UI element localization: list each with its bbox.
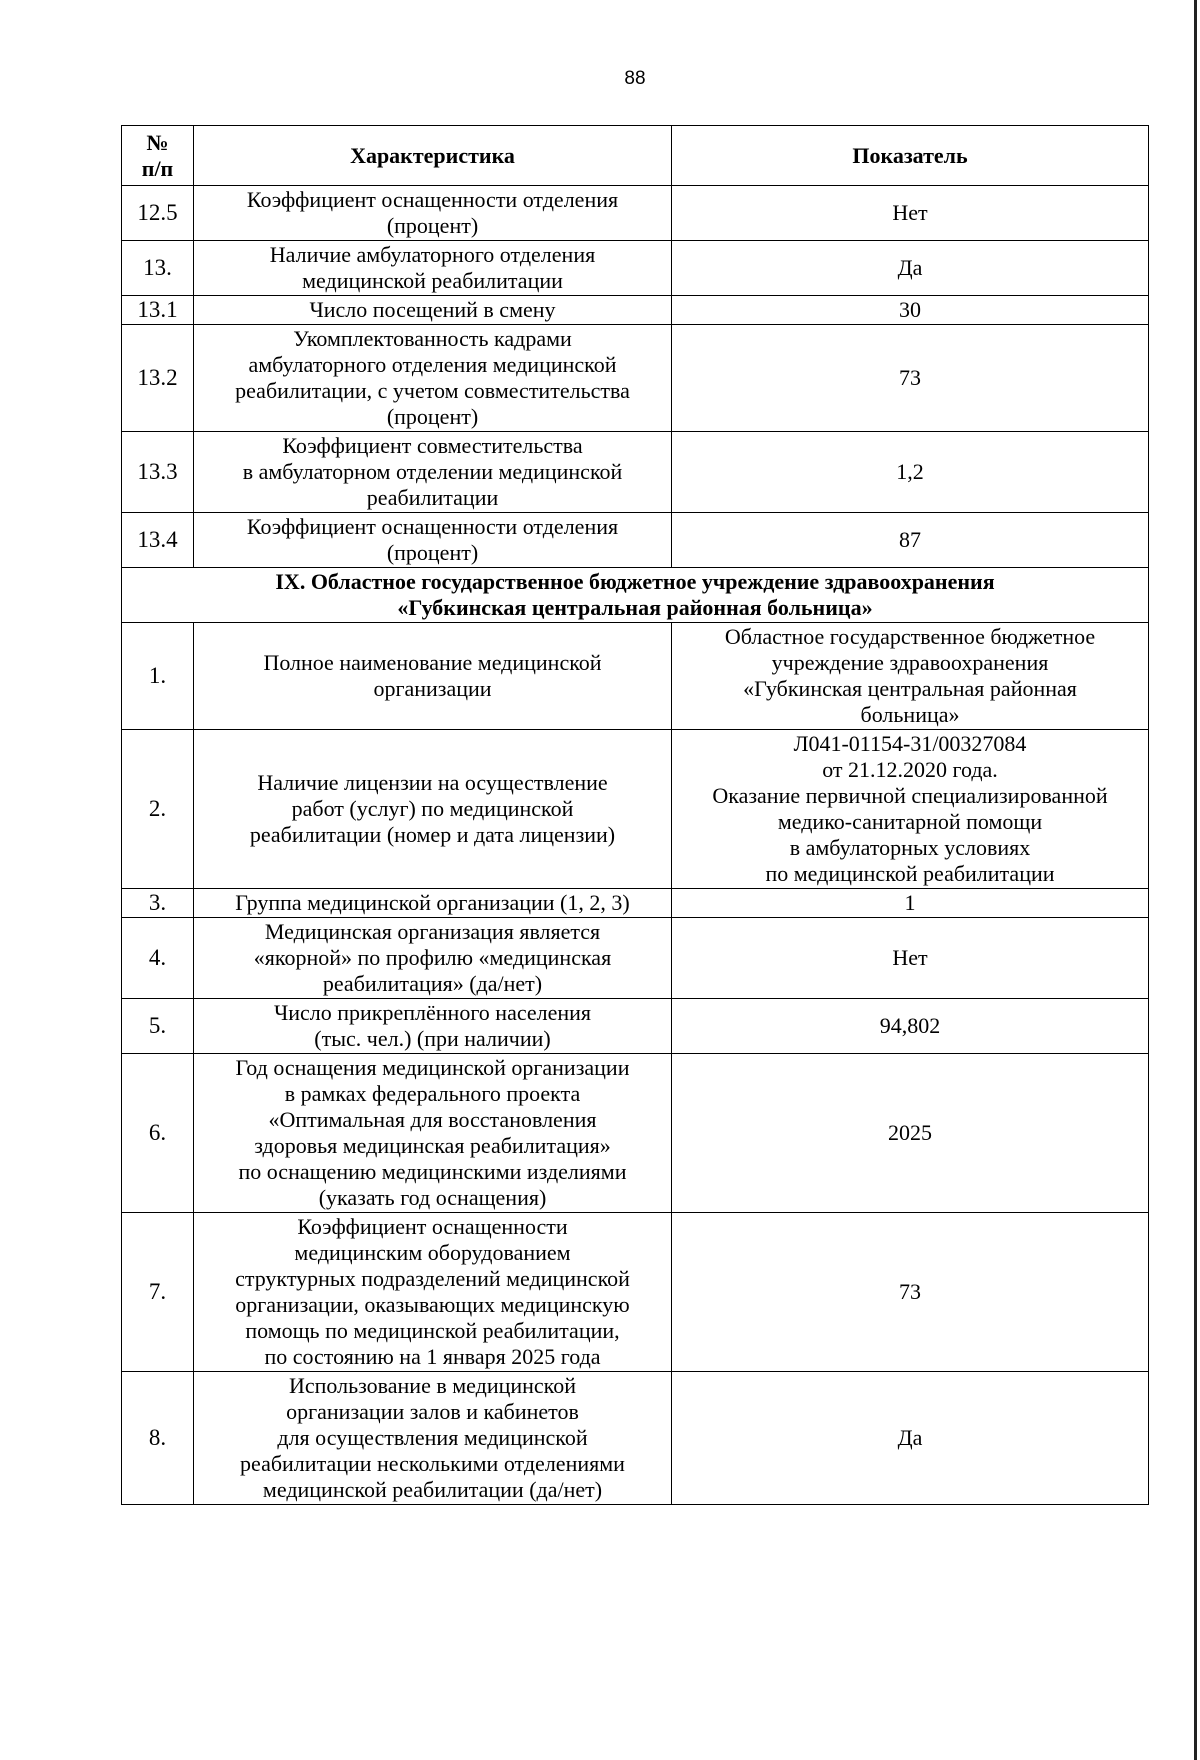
- value-cell: 1: [672, 889, 1149, 918]
- characteristic-cell: Группа медицинской организации (1, 2, 3): [194, 889, 672, 918]
- value-cell: 73: [672, 325, 1149, 432]
- row-number-cell: 3.: [122, 889, 194, 918]
- header-characteristic: Характеристика: [194, 126, 672, 186]
- table-row: [122, 513, 1149, 568]
- value-cell: Да: [672, 1372, 1149, 1505]
- page-number: 88: [624, 68, 646, 89]
- table-row: [122, 296, 1149, 325]
- table-row: [122, 730, 1149, 889]
- table-body-top: [122, 186, 1149, 568]
- value-cell: Нет: [672, 186, 1149, 241]
- header-value: Показатель: [672, 126, 1149, 186]
- data-table: [121, 125, 1149, 1505]
- row-number-cell: 5.: [122, 999, 194, 1054]
- row-number-cell: 12.5: [122, 186, 194, 241]
- section-row: [122, 568, 1149, 623]
- row-number-cell: 13.: [122, 241, 194, 296]
- value-cell: 87: [672, 513, 1149, 568]
- table-row: [122, 889, 1149, 918]
- characteristic-cell: Число посещений в смену: [194, 296, 672, 325]
- table-row: [122, 1372, 1149, 1505]
- characteristic-cell: Наличие лицензии на осуществление работ (услуг) по медицинской реабилитации (номер и дата лицензии): [194, 730, 672, 889]
- value-cell: 94,802: [672, 999, 1149, 1054]
- value-cell: 2025: [672, 1054, 1149, 1213]
- characteristic-cell: Использование в медицинской организации залов и кабинетов для осуществления медицинской реабилитации несколькими отделениями медицинской реабилитации (да/нет): [194, 1372, 672, 1505]
- table-body-bottom: [122, 623, 1149, 1505]
- row-number-cell: 8.: [122, 1372, 194, 1505]
- table-row: [122, 432, 1149, 513]
- table-row: [122, 241, 1149, 296]
- characteristic-cell: Укомплектованность кадрами амбулаторного отделения медицинской реабилитации, с учетом совместительства (процент): [194, 325, 672, 432]
- table-row: [122, 918, 1149, 999]
- row-number-cell: 13.3: [122, 432, 194, 513]
- characteristic-cell: Коэффициент оснащенности отделения (процент): [194, 186, 672, 241]
- characteristic-cell: Медицинская организация является «якорной» по профилю «медицинская реабилитация» (да/нет): [194, 918, 672, 999]
- row-number-cell: 2.: [122, 730, 194, 889]
- characteristic-cell: Число прикреплённого населения (тыс. чел.) (при наличии): [194, 999, 672, 1054]
- table-row: [122, 1213, 1149, 1372]
- row-number-cell: 4.: [122, 918, 194, 999]
- row-number-cell: 6.: [122, 1054, 194, 1213]
- row-number-cell: 7.: [122, 1213, 194, 1372]
- table-row: [122, 325, 1149, 432]
- row-number-cell: 13.2: [122, 325, 194, 432]
- row-number-cell: 1.: [122, 623, 194, 730]
- characteristic-cell: Наличие амбулаторного отделения медицинской реабилитации: [194, 241, 672, 296]
- header-num: № п/п: [122, 126, 194, 186]
- characteristic-cell: Коэффициент совместительства в амбулаторном отделении медицинской реабилитации: [194, 432, 672, 513]
- value-cell: Нет: [672, 918, 1149, 999]
- characteristic-cell: Коэффициент оснащенности медицинским оборудованием структурных подразделений медицинской организации, оказывающих медицинскую помощь по медицинской реабилитации, по состоянию на 1 января 2025 года: [194, 1213, 672, 1372]
- value-cell: 73: [672, 1213, 1149, 1372]
- scan-edge-line: [1194, 0, 1197, 1760]
- characteristic-cell: Год оснащения медицинской организации в рамках федерального проекта «Оптимальная для восстановления здоровья медицинская реабилитация» по оснащению медицинскими изделиями (указать год оснащения): [194, 1054, 672, 1213]
- value-cell: Да: [672, 241, 1149, 296]
- value-cell: 30: [672, 296, 1149, 325]
- characteristic-cell: Коэффициент оснащенности отделения (процент): [194, 513, 672, 568]
- table-row: [122, 1054, 1149, 1213]
- characteristic-cell: Полное наименование медицинской организации: [194, 623, 672, 730]
- value-cell: Л041-01154-31/00327084 от 21.12.2020 года. Оказание первичной специализированной медико-санитарной помощи в амбулаторных условиях по медицинской реабилитации: [672, 730, 1149, 889]
- row-number-cell: 13.4: [122, 513, 194, 568]
- value-cell: Областное государственное бюджетное учреждение здравоохранения «Губкинская центральная районная больница»: [672, 623, 1149, 730]
- value-cell: 1,2: [672, 432, 1149, 513]
- table-row: [122, 623, 1149, 730]
- row-number-cell: 13.1: [122, 296, 194, 325]
- table-row: [122, 186, 1149, 241]
- section-title: IX. Областное государственное бюджетное учреждение здравоохранения «Губкинская центральная районная больница»: [122, 568, 1149, 623]
- table-row: [122, 999, 1149, 1054]
- table-header-row: [122, 126, 1149, 186]
